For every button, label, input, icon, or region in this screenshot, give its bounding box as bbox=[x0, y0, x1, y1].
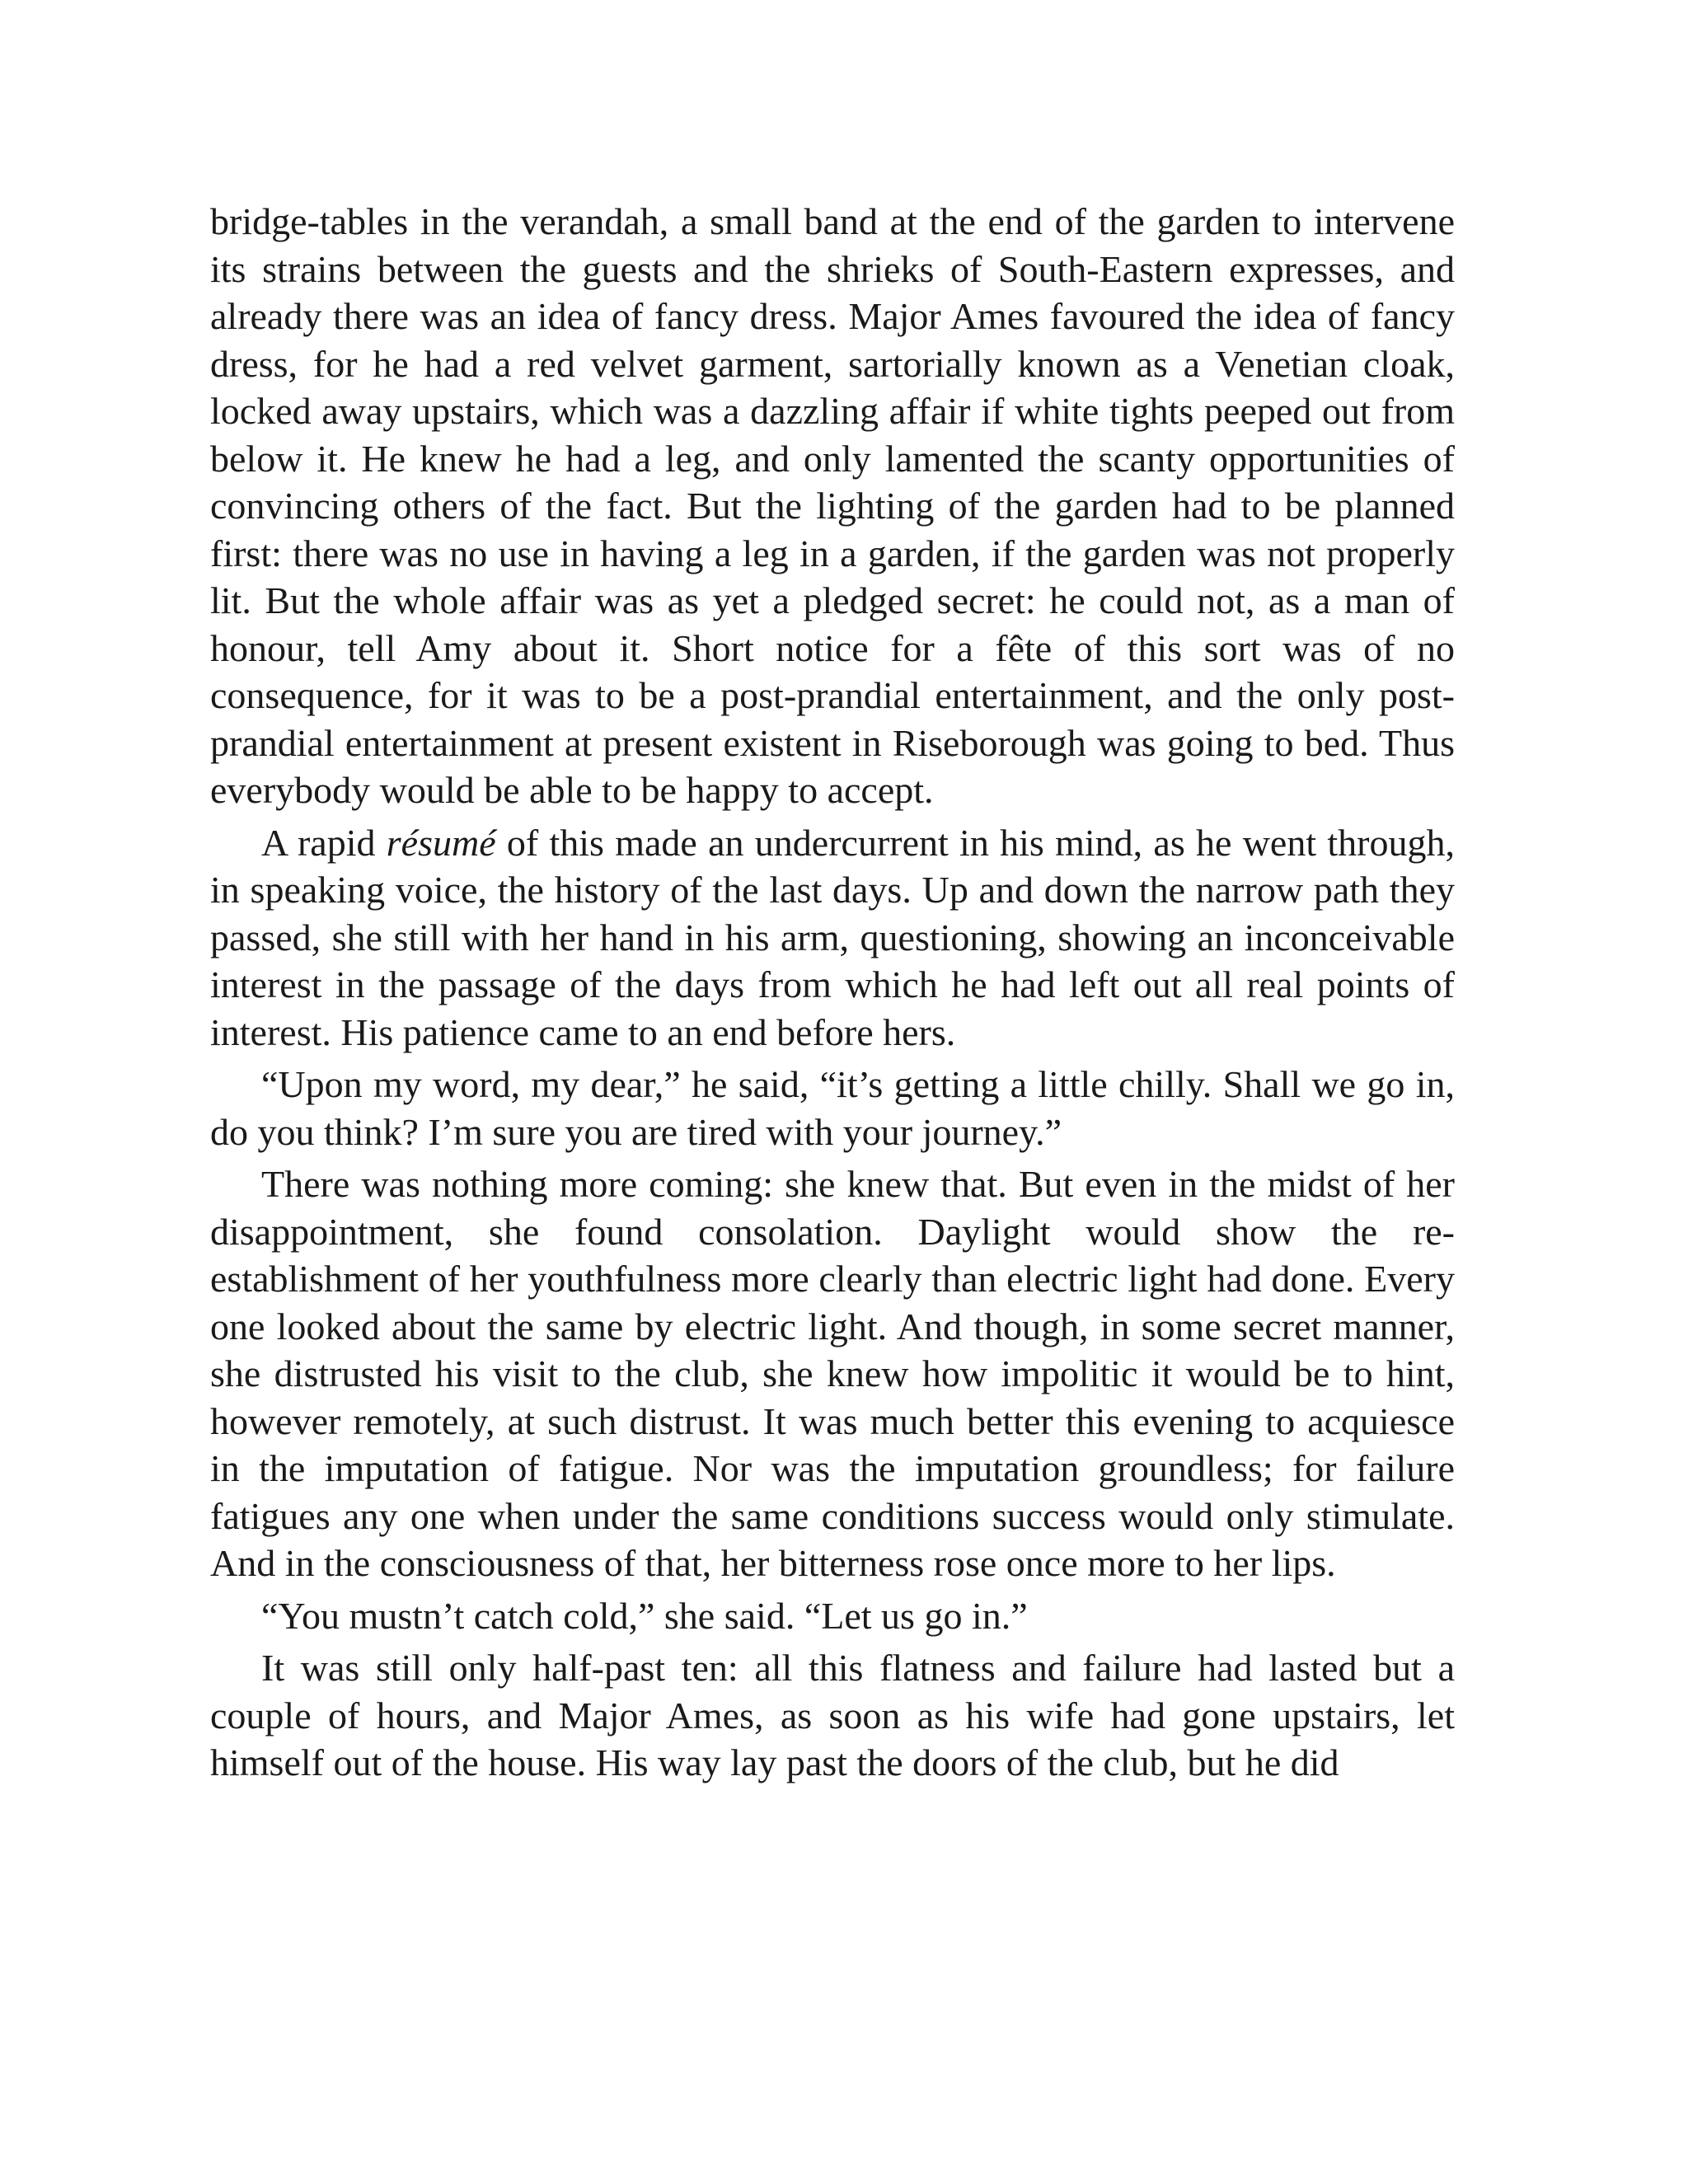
paragraph-p2 bbox=[210, 819, 1455, 1057]
italic-text: résumé bbox=[386, 821, 496, 864]
text-run: of this made an undercurrent in his mind, as he went through, in speaking voice, the history of the last days. Up and down the narrow path they passed, she still with her hand in his arm, questioning, showing an inconceivable interest in the passage of the days from which he had left out all real points of interest. His patience came to an end before hers. bbox=[210, 821, 1455, 1053]
paragraph-p6 bbox=[210, 1644, 1455, 1787]
paragraph-p5 bbox=[210, 1592, 1455, 1640]
text-run: A rapid bbox=[261, 821, 387, 864]
text-run: bridge-tables in the verandah, a small band at the end of the garden to intervene its strains between the guests and the shrieks of South-Eastern expresses, and already there was an idea of fancy dress. Major Ames favoured the idea of fancy dress, for he had a red velvet garment, sartorially known as a Venetian cloak, locked away upstairs, which was a dazzling affair if white tights peeped out from below it. He knew he had a leg, and only lamented the scanty opportunities of convincing others of the fact. But the lighting of the garden had to be planned first: there was no use in having a leg in a garden, if the garden was not properly lit. But the whole affair was as yet a pledged secret: he could not, as a man of honour, tell Amy about it. Short notice for a fête of this sort was of no consequence, for it was to be a post-prandial entertainment, and the only post-prandial entertainment at present existent in Riseborough was going to bed. Thus everybody would be able to be happy to accept. bbox=[210, 200, 1455, 811]
text-run: There was nothing more coming: she knew that. But even in the midst of her disappointment, she found consolation. Daylight would show the re-establishment of her youthfulness more clearly than electric light had done. Every one looked about the same by electric light. And though, in some secret manner, she distrusted his visit to the club, she knew how impolitic it would be to hint, however remotely, at such distrust. It was much better this evening to acquiesce in the imputation of fatigue. Nor was the imputation groundless; for failure fatigues any one when under the same conditions success would only stimulate. And in the consciousness of that, her bitterness rose once more to her lips. bbox=[210, 1163, 1455, 1584]
paragraph-p4 bbox=[210, 1160, 1455, 1587]
text-run: “You mustn’t catch cold,” she said. “Let us go in.” bbox=[261, 1594, 1028, 1637]
text-run: It was still only half-past ten: all this flatness and failure had lasted but a couple of hours, and Major Ames, as soon as his wife had gone upstairs, let himself out of the house. His way lay past the doors of the club, but he did bbox=[210, 1647, 1455, 1783]
text-run: “Upon my word, my dear,” he said, “it’s getting a little chilly. Shall we go in, do you think? I’m sure you are tired with your journey.” bbox=[210, 1063, 1455, 1153]
book-page bbox=[210, 198, 1455, 1787]
paragraph-p1 bbox=[210, 198, 1455, 814]
paragraph-p3 bbox=[210, 1061, 1455, 1155]
